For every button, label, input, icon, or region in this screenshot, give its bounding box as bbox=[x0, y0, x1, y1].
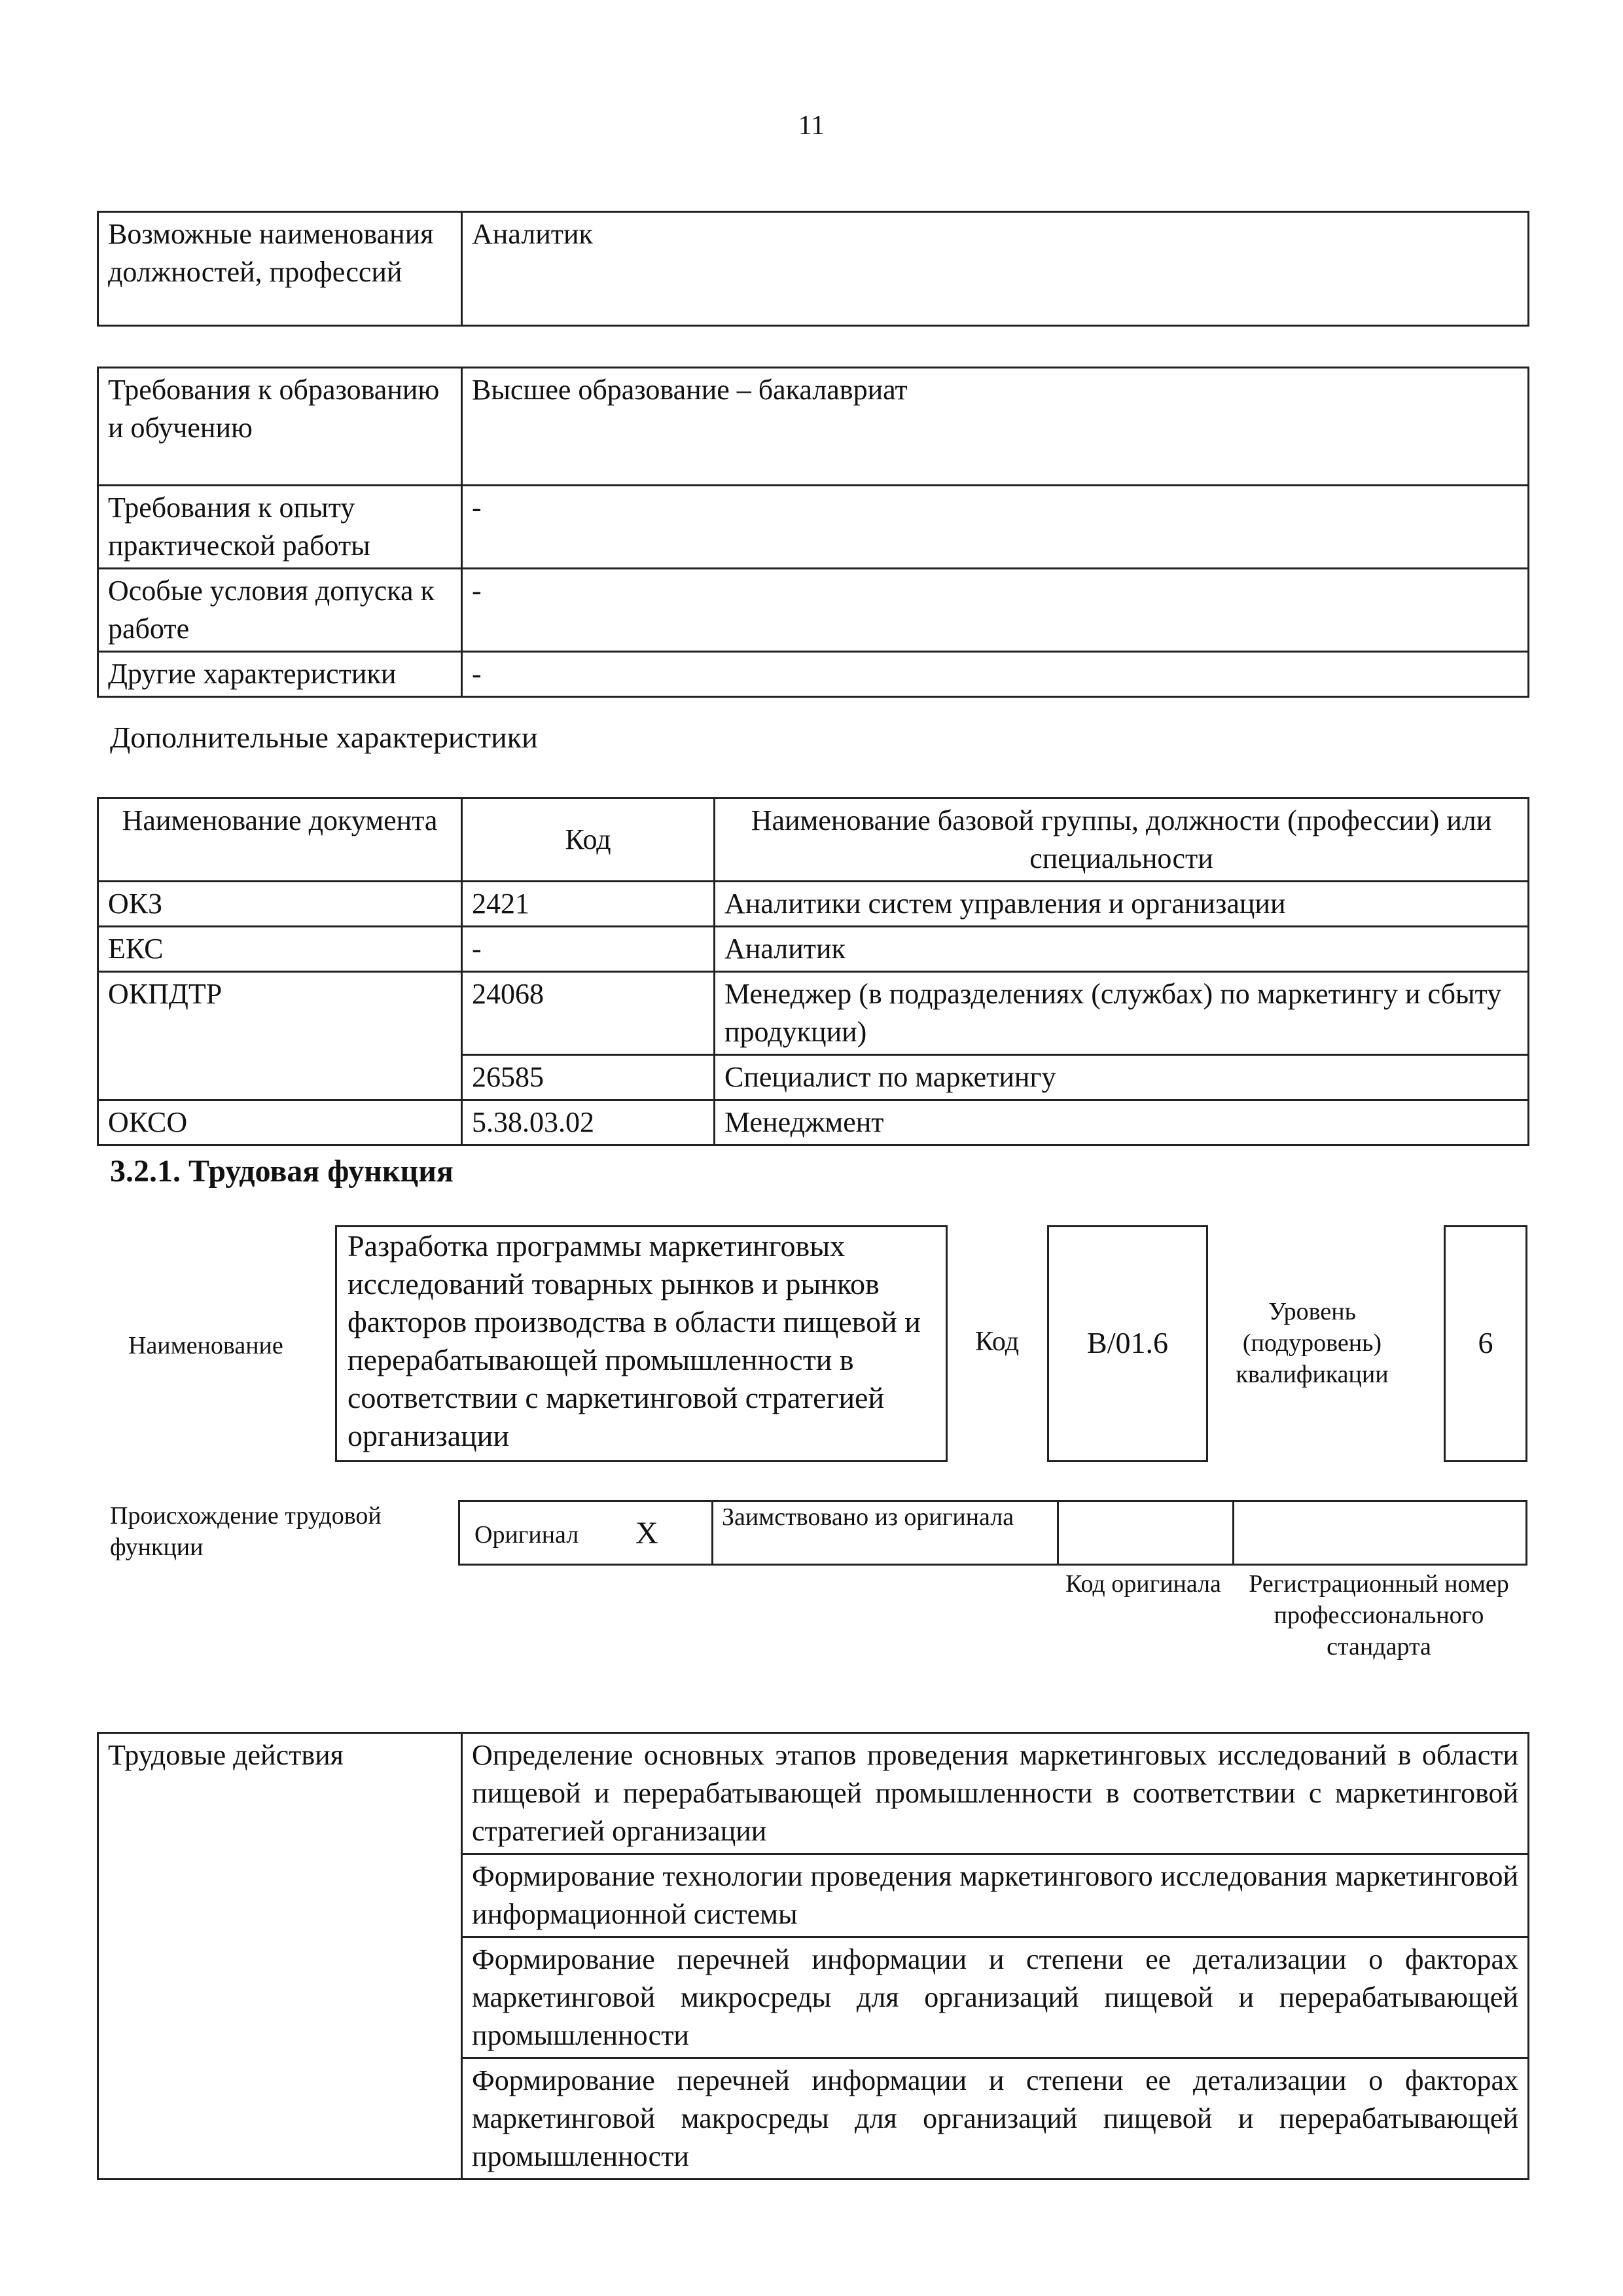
origin-original-label: Оригинал bbox=[474, 1521, 579, 1549]
positions-value: Аналитик bbox=[462, 212, 1529, 326]
origin-divider bbox=[711, 1502, 713, 1564]
row-code: 2421 bbox=[462, 882, 715, 927]
additional-heading: Дополнительные характеристики bbox=[110, 721, 538, 754]
page-number: 11 bbox=[798, 111, 825, 141]
requirement-label: Требования к образованию и обучению bbox=[98, 368, 462, 486]
requirement-label: Другие характеристики bbox=[98, 652, 462, 697]
additional-table bbox=[97, 797, 1529, 1146]
origin-reg-caption: Регистрационный номер профессионального стандарта bbox=[1249, 1570, 1509, 1660]
row-doc: ОКСО bbox=[98, 1100, 462, 1145]
requirement-value: - bbox=[462, 652, 1529, 697]
function-code-label: Код bbox=[975, 1327, 1020, 1357]
origin-label: Происхождение трудовой функции bbox=[110, 1502, 382, 1561]
function-level-value: 6 bbox=[1444, 1225, 1527, 1462]
action-item: Определение основных этапов проведения маркетинговых исследований в области пищевой и перерабатывающей промышленности в соответствии с маркетинговой стратегией организации bbox=[462, 1733, 1529, 1854]
row-code: - bbox=[462, 927, 715, 972]
origin-box bbox=[458, 1500, 1527, 1566]
row-name: Аналитики систем управления и организации bbox=[715, 882, 1529, 927]
requirement-label: Требования к опыту практической работы bbox=[98, 486, 462, 569]
requirements-table bbox=[97, 367, 1529, 698]
action-item: Формирование технологии проведения маркетингового исследования маркетинговой информационной системы bbox=[462, 1854, 1529, 1937]
positions-table bbox=[97, 211, 1529, 327]
positions-label: Возможные наименования должностей, профессий bbox=[98, 212, 462, 326]
header-doc: Наименование документа bbox=[98, 798, 462, 882]
action-item: Формирование перечней информации и степени ее детализации о факторах маркетинговой микросреды для организаций пищевой и перерабатывающей промышленности bbox=[462, 1937, 1529, 2058]
function-heading: 3.2.1. Трудовая функция bbox=[110, 1154, 454, 1189]
row-doc: ОКЗ bbox=[98, 882, 462, 927]
row-doc: ОКПДТР bbox=[98, 972, 462, 1100]
row-name: Менеджер (в подразделениях (службах) по маркетингу и сбыту продукции) bbox=[715, 972, 1529, 1055]
actions-label: Трудовые действия bbox=[98, 1733, 462, 2179]
requirement-label: Особые условия допуска к работе bbox=[98, 569, 462, 652]
function-name-label: Наименование bbox=[128, 1332, 283, 1359]
requirement-value: - bbox=[462, 486, 1529, 569]
row-name: Аналитик bbox=[715, 927, 1529, 972]
origin-divider bbox=[1057, 1502, 1059, 1564]
requirement-value: - bbox=[462, 569, 1529, 652]
row-code: 24068 bbox=[462, 972, 715, 1055]
origin-code-caption: Код оригинала bbox=[1065, 1570, 1221, 1598]
function-name-value: Разработка программы маркетинговых исследований товарных рынков и рынков факторов производства в области пищевой и перерабатывающей промышленности в соответствии с маркетинговой стратегией организации bbox=[335, 1225, 948, 1462]
row-code: 26585 bbox=[462, 1055, 715, 1100]
actions-table bbox=[97, 1732, 1529, 2180]
action-item: Формирование перечней информации и степени ее детализации о факторах маркетинговой макросреды для организаций пищевой и перерабатывающей промышленности bbox=[462, 2058, 1529, 2179]
function-level-label: Уровень (подуровень) квалификации bbox=[1236, 1298, 1389, 1388]
row-code: 5.38.03.02 bbox=[462, 1100, 715, 1145]
function-code-value: B/01.6 bbox=[1047, 1225, 1208, 1462]
header-code: Код bbox=[462, 798, 715, 882]
origin-borrowed-label: Заимствовано из оригинала bbox=[722, 1503, 1014, 1531]
requirement-value: Высшее образование – бакалавриат bbox=[462, 368, 1529, 486]
origin-divider bbox=[1232, 1502, 1234, 1564]
origin-original-mark: X bbox=[635, 1516, 658, 1551]
row-name: Менеджмент bbox=[715, 1100, 1529, 1145]
row-name: Специалист по маркетингу bbox=[715, 1055, 1529, 1100]
header-name: Наименование базовой группы, должности (профессии) или специальности bbox=[715, 798, 1529, 882]
row-doc: ЕКС bbox=[98, 927, 462, 972]
